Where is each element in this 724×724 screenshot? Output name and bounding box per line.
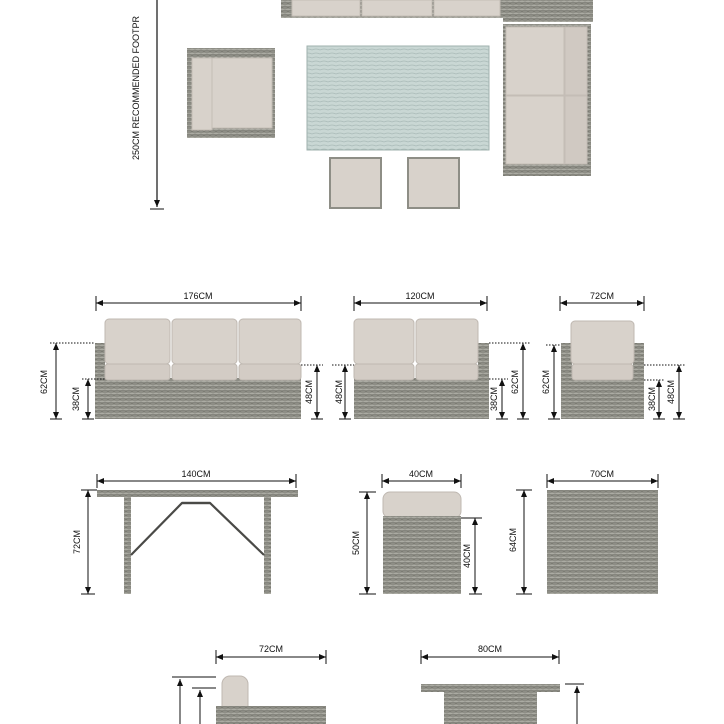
sofa2-seat-height-label: 38CM — [489, 386, 499, 412]
table-width-label: 140CM — [181, 469, 211, 479]
ottoman-base-height-label: 40CM — [462, 543, 472, 569]
corner-unit-top-view — [503, 0, 593, 22]
sofa2-width-label: 120CM — [405, 291, 435, 301]
lounge-chair-elevation — [172, 644, 326, 724]
chair-back-height-label: 62CM — [541, 369, 551, 395]
coffee-table-width-label: 70CM — [589, 469, 615, 479]
armchair-elevation — [541, 291, 686, 419]
sofa3-width-label: 176CM — [183, 291, 213, 301]
ottoman-top-view — [330, 158, 381, 208]
chair-arm-height-label: 48CM — [666, 379, 676, 405]
three-seat-sofa-elevation — [39, 291, 323, 419]
side-table-elevation — [421, 644, 584, 724]
ottoman-top-view — [408, 158, 459, 208]
sofa3-seat-height-label: 38CM — [71, 386, 81, 412]
ottoman-height-label: 50CM — [351, 530, 361, 556]
chair-seat-height-label: 38CM — [647, 386, 657, 412]
table-height-label: 72CM — [72, 529, 82, 555]
lounge-chair-width-label: 72CM — [258, 644, 284, 654]
two-seat-sofa-elevation — [332, 291, 530, 419]
ottoman-elevation — [351, 469, 482, 594]
top-view-layout — [131, 0, 593, 209]
footprint-label: 250CM RECOMMENDED FOOTPR — [131, 15, 141, 160]
ottoman-width-label: 40CM — [408, 469, 434, 479]
coffee-table-elevation — [508, 469, 658, 594]
chair-width-label: 72CM — [589, 291, 615, 301]
sofa2-back-height-label: 62CM — [510, 369, 520, 395]
coffee-table-height-label: 64CM — [508, 527, 518, 553]
sofa3-back-height-label: 62CM — [39, 369, 49, 395]
side-sofa-top-view — [503, 24, 591, 176]
side-table-width-label: 80CM — [477, 644, 503, 654]
dining-table-elevation — [72, 469, 298, 594]
glass-table-top-view — [307, 46, 489, 150]
sofa2-arm-height-label: 48CM — [334, 379, 344, 405]
armchair-top-view — [187, 48, 275, 138]
sofa3-arm-height-label: 48CM — [304, 379, 314, 405]
